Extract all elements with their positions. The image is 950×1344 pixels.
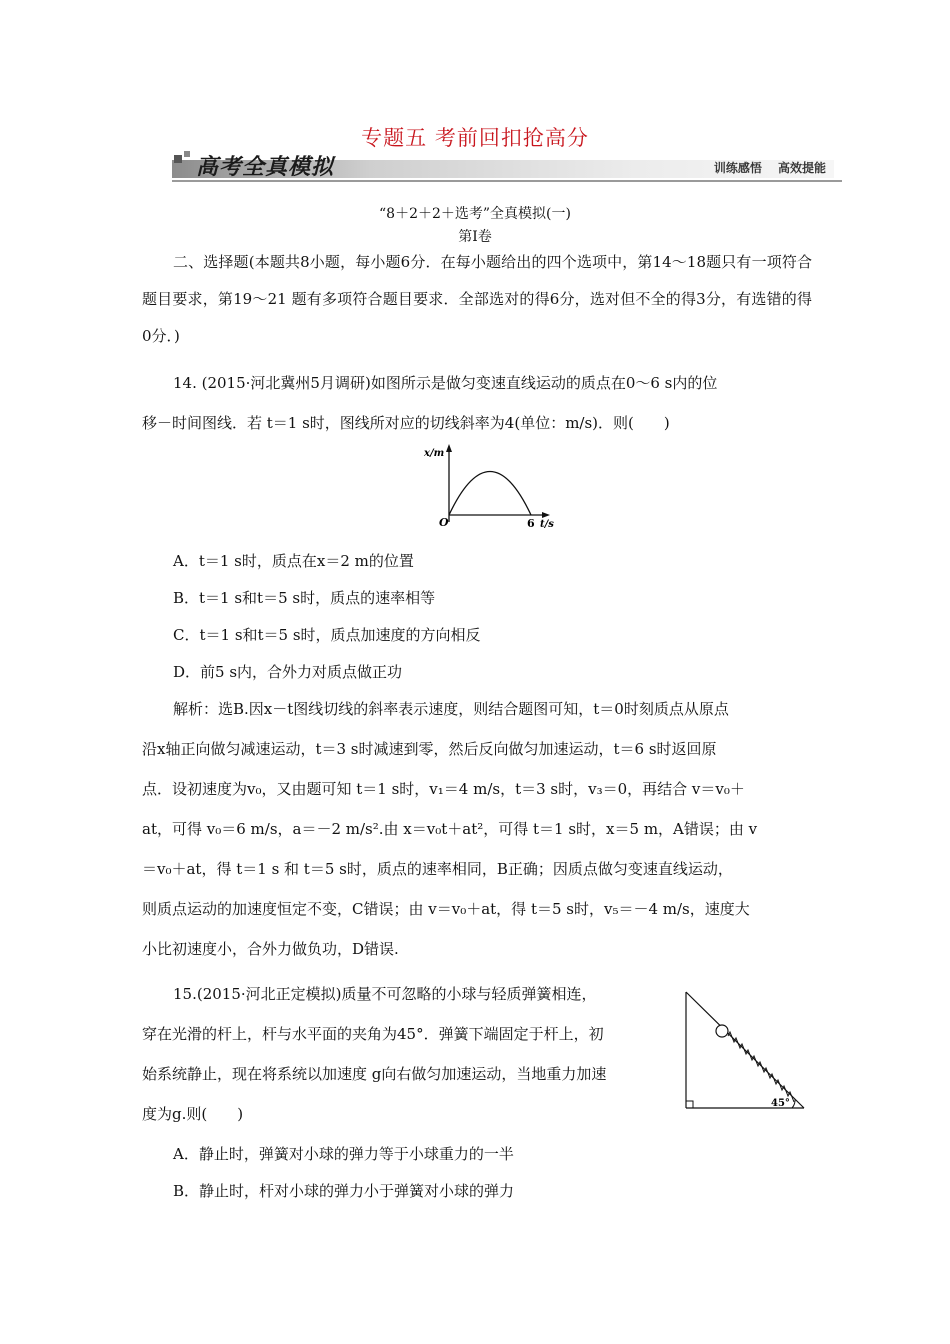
x-tick-label: 6 xyxy=(527,517,535,530)
banner-title: 高考全真模拟 xyxy=(196,155,335,180)
section-intro: 二、选择题(本题共8小题，每小题6分．在每小题给出的四个选项中，第14～18题只有一项符合题目要求，第19～21 题有多项符合题目要求．全部选对的得6分，选对但不全的得3分，有选错的得0分．) xyxy=(142,253,812,345)
y-axis-label: x/m xyxy=(424,448,445,459)
section-banner xyxy=(172,150,842,182)
q15-stem-2: 穿在光滑的杆上，杆与水平面的夹角为45°．弹簧下端固定于杆上，初 xyxy=(142,1025,604,1043)
exam-name: “8＋2＋2＋选考”全真模拟(一) xyxy=(379,206,571,222)
page-title: 专题五 考前回扣抢高分 xyxy=(361,126,589,150)
q14-analysis-5: ＝v₀＋at，得 t＝1 s 和 t＝5 s时，质点的速率相同，B正确；因质点做匀变速直线运动， xyxy=(142,860,733,878)
q14-analysis-2: 沿x轴正向做匀减速运动，t＝3 s时减速到零，然后反向做匀加速运动，t＝6 s时返回原 xyxy=(142,740,717,758)
q14-analysis-7: 小比初速度小，合外力做负功，D错误. xyxy=(142,940,399,958)
q14-option-c: C．t＝1 s和t＝5 s时，质点加速度的方向相反 xyxy=(173,626,481,644)
origin-label: O xyxy=(439,516,449,529)
banner-slogan: 训练感悟 高效提能 xyxy=(713,161,826,175)
q14-option-d: D．前5 s内，合外力对质点做正功 xyxy=(173,663,403,681)
q14-option-b: B．t＝1 s和t＝5 s时，质点的速率相等 xyxy=(173,589,436,607)
x-axis-label: t/s xyxy=(540,519,554,530)
xt-curve xyxy=(449,472,531,516)
angle-label: 45° xyxy=(771,1098,790,1109)
q15-stem-4: 度为g.则( ) xyxy=(142,1105,244,1123)
q14-xt-graph xyxy=(422,442,562,532)
q14-stem-2: 移－时间图线．若 t＝1 s时，图线所对应的切线斜率为4(单位：m/s)．则( ) xyxy=(142,414,670,432)
x-axis-arrow-icon xyxy=(542,512,550,518)
banner-square-small-icon xyxy=(184,151,190,157)
right-angle-mark-icon xyxy=(686,1101,693,1108)
banner-square-icon xyxy=(174,155,182,163)
q15-stem-1: 15.(2015·河北正定模拟)质量不可忽略的小球与轻质弹簧相连， xyxy=(173,985,597,1003)
q14-stem-1: 14. (2015·河北冀州5月调研)如图所示是做匀变速直线运动的质点在0～6 s内的位 xyxy=(173,374,718,392)
ball-icon xyxy=(716,1025,728,1037)
q14-option-a: A．t＝1 s时，质点在x＝2 m的位置 xyxy=(173,552,414,570)
q15-stem-3: 始系统静止，现在将系统以加速度 g向右做匀加速运动，当地重力加速 xyxy=(142,1065,607,1083)
q15-incline-figure xyxy=(680,990,810,1114)
q15-option-a: A．静止时，弹簧对小球的弹力等于小球重力的一半 xyxy=(173,1145,514,1163)
q15-option-b: B．静止时，杆对小球的弹力小于弹簧对小球的弹力 xyxy=(173,1182,515,1200)
q14-analysis-3: 点．设初速度为v₀，又由题可知 t＝1 s时，v₁＝4 m/s，t＝3 s时，v₃＝0，再结合 v＝v₀＋ xyxy=(142,780,745,798)
q14-analysis-1: 解析：选B.因x－t图线切线的斜率表示速度，则结合题图可知，t＝0时刻质点从原点 xyxy=(173,700,729,718)
q14-analysis-6: 则质点运动的加速度恒定不变，C错误；由 v＝v₀＋at，得 t＝5 s时，v₅＝－4 m/s，速度大 xyxy=(142,900,750,918)
y-axis-arrow-icon xyxy=(446,444,452,452)
spring-icon xyxy=(728,1032,794,1102)
exam-volume: 第Ⅰ卷 xyxy=(458,229,492,245)
q14-analysis-4: at，可得 v₀＝6 m/s，a＝－2 m/s².由 x＝v₀t＋at²，可得 t＝1 s时，x＝5 m，A错误；由 v xyxy=(142,820,758,838)
